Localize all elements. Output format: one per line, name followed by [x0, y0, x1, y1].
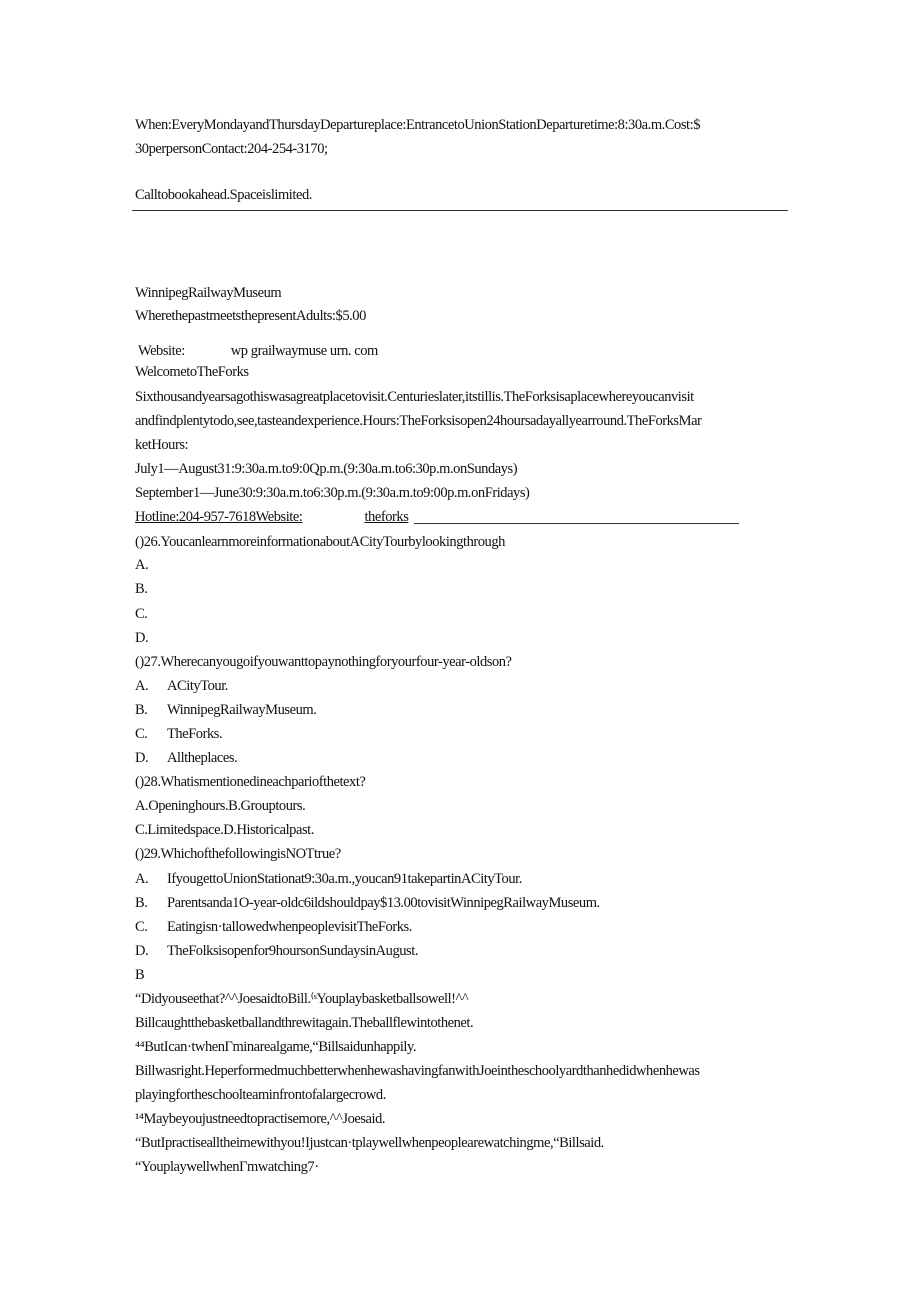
option-text: Alltheplaces.: [167, 750, 238, 766]
option-b[interactable]: [135, 581, 147, 598]
option-d[interactable]: [135, 750, 238, 767]
option-text: Parentsanda1O-year-oldc6ildshouldpay$13.00tovisitWinnipegRailwayMuseum.: [167, 895, 600, 911]
museum-website-label: Website:: [138, 343, 185, 359]
option-text: TheFolksisopenfor9hoursonSundaysinAugust.: [167, 943, 419, 959]
question-27: ()27.Wherecanyougoifyouwanttopaynothingforyourfour-year-oldson?: [135, 654, 512, 670]
option-text: TheForks.: [167, 726, 223, 742]
forks-text: Sixthousandyearsagothiswasagreatplacetovisit.Centurieslater,itstillis.TheForksisaplacewhereyoucanvisit: [135, 389, 694, 405]
story-line: “Didyouseethat?^^JoesaidtoBill.⁽ˢYouplaybasketballsowell!^^: [135, 991, 469, 1007]
forks-text: andfindplentytodo,see,tasteandexperience.Hours:TheForksisopen24hoursadayallyearround.TheForksMar: [135, 413, 702, 429]
option-d[interactable]: [135, 630, 148, 647]
tour-note: Calltobookahead.Spaceislimited.: [135, 187, 312, 203]
forks-hours: September1—June30:9:30a.m.to6:30p.m.(9:30a.m.to9:00p.m.onFridays): [135, 485, 530, 501]
forks-text: ketHours:: [135, 437, 189, 453]
option-b[interactable]: [135, 702, 317, 719]
story-line: “YouplaywellwhenΓmwatching7·: [135, 1159, 319, 1175]
option-text: ACityTour.: [167, 678, 228, 694]
story-line: ⁴⁴ButIcan·twhenΓminarealgame,“Billsaidunhappily.: [135, 1039, 417, 1055]
question-26: ()26.YoucanlearnmoreinformationaboutACityTourbylookingthrough: [135, 534, 505, 550]
museum-title: WinnipegRailwayMuseum: [135, 285, 282, 301]
tour-details-line: 30perpersonContact:204-254-3170;: [135, 141, 328, 157]
section-b-label: B: [135, 967, 145, 983]
tour-details-line: When:EveryMondayandThursdayDepartureplace:EntrancetoUnionStationDeparturetime:8:30a.m.Cost:$: [135, 117, 700, 133]
option-letter: B.: [135, 702, 148, 718]
option-letter: D.: [135, 750, 149, 766]
forks-title: WelcometoTheForks: [135, 364, 249, 380]
story-line: ¹⁴Maybeyoujustneedtopractisemore,^^Joesaid.: [135, 1111, 386, 1127]
question-29: ()29.WhichofthefollowingisNOTtrue?: [135, 846, 341, 862]
museum-website-link[interactable]: wp grailwaymuse urn. com: [230, 343, 378, 359]
option-letter: C.: [135, 919, 148, 935]
story-line: “ButIpractisealltheimewithyou!Ijustcan·tplaywellwhenpeoplearewatchingme,“Billsaid.: [135, 1135, 604, 1151]
option-text: IfyougettoUnionStationat9:30a.m.,youcan91takepartinACityTour.: [167, 871, 522, 887]
story-line: playingfortheschoolteaminfrontofalargecrowd.: [135, 1087, 386, 1103]
option-letter: A.: [135, 678, 149, 694]
option-letter: A.: [135, 871, 149, 887]
museum-line: WherethepastmeetsthepresentAdults:$5.00: [135, 308, 366, 324]
question-28-options[interactable]: A.Openinghours.B.Grouptours.: [135, 798, 306, 814]
option-letter: D.: [135, 630, 149, 646]
option-letter: C.: [135, 606, 148, 622]
option-text: WinnipegRailwayMuseum.: [167, 702, 317, 718]
option-c[interactable]: [135, 919, 412, 936]
option-letter: B.: [135, 895, 148, 911]
forks-hotline: Hotline:204-957-7618Website:: [135, 509, 303, 525]
option-text: Eatingisn·tallowedwhenpeoplevisitTheForks.: [167, 919, 412, 935]
underline-blank: [414, 509, 739, 524]
question-28: ()28.Whatismentionedineachpariofthetext?: [135, 774, 366, 790]
option-c[interactable]: [135, 726, 223, 743]
option-letter: B.: [135, 581, 148, 597]
story-line: Billcaughtthebasketballandthrewitagain.Theballflewintothenet.: [135, 1015, 474, 1031]
option-c[interactable]: [135, 606, 147, 623]
option-b[interactable]: [135, 895, 600, 912]
forks-website-link[interactable]: theforks: [364, 509, 409, 525]
option-letter: A.: [135, 557, 149, 573]
forks-hours: July1—August31:9:30a.m.to9:0Qp.m.(9:30a.m.to6:30p.m.onSundays): [135, 461, 518, 477]
divider: [132, 210, 788, 211]
option-a[interactable]: [135, 871, 522, 888]
option-d[interactable]: [135, 943, 419, 960]
option-letter: D.: [135, 943, 149, 959]
option-a[interactable]: [135, 678, 228, 695]
question-28-options[interactable]: C.Limitedspace.D.Historicalpast.: [135, 822, 314, 838]
story-line: Billwasright.HeperformedmuchbetterwhenhewashavingfanwithJoeintheschoolyardthanhedidwhenhewas: [135, 1063, 700, 1079]
option-a[interactable]: [135, 557, 148, 574]
option-letter: C.: [135, 726, 148, 742]
